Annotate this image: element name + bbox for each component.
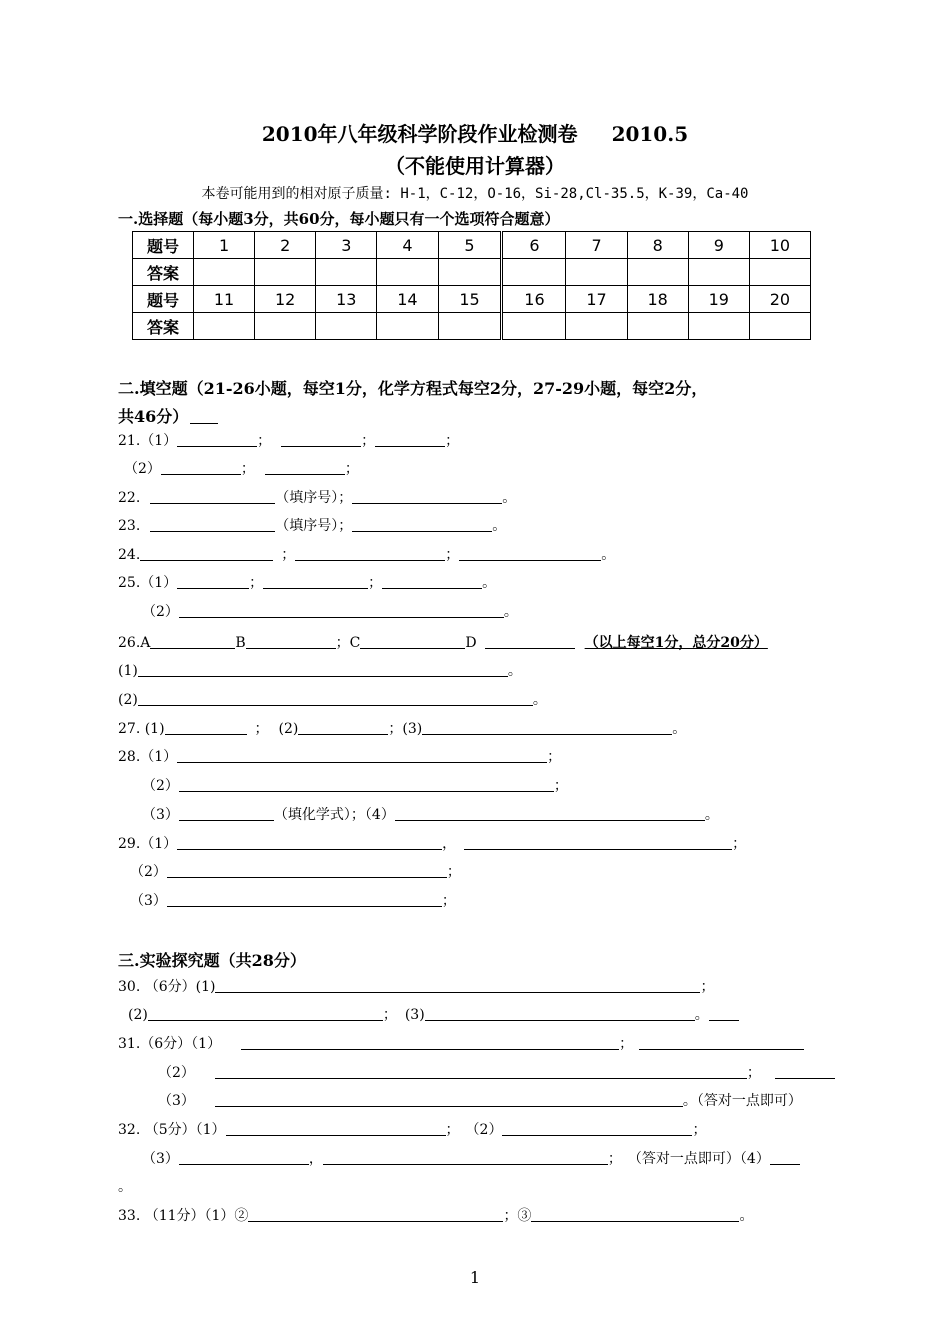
blank[interactable] [502,1120,692,1136]
section2-title-line1: 二.填空题（21-26小题，每空1分，化学方程式每空2分，27-29小题，每空2分， [118,379,708,398]
question-31-line1: 31.（6分）（1） ； [118,1033,804,1053]
page-number: 1 [469,1268,481,1287]
question-31-line3: （3） 。（答对一点即可） [158,1093,802,1109]
question-26-line1: (1) 。 [118,663,522,679]
answer-cell[interactable] [566,259,627,286]
question-number: 14 [377,286,438,313]
question-number: 6 [502,232,566,259]
section2-title-line2: 共46分） [118,404,218,427]
question-number: 19 [688,286,749,313]
blank[interactable] [140,545,273,561]
question-28-line3: （3） （填化学式）；（4） 。 [142,807,719,823]
section1-title: 一.选择题（每小题3分，共60分，每小题只有一个选项符合题意） [118,210,560,228]
question-number: 3 [316,232,377,259]
blank[interactable] [531,1206,739,1222]
blank[interactable] [215,1091,683,1107]
answer-cell[interactable] [438,259,502,286]
blank[interactable] [281,431,361,447]
question-26: 26.A B ；C D （以上每空1分，总分20分） [118,635,768,651]
question-number: 1 [194,232,255,259]
question-number: 18 [627,286,688,313]
question-30-line2: (2) ； (3) 。 [128,1004,739,1024]
answer-cell[interactable] [255,259,316,286]
question-24: 24. ； ； 。 [118,547,616,563]
exam-date: 2010.5 [611,122,689,146]
atomic-mass-note: 本卷可能用到的相对原子质量: H-1，C-12，O-16，Si-28,Cl-35.5，K-39，Ca-40 [201,186,749,202]
question-21-line1: 21.（1） ； ； ； [118,433,460,449]
blank[interactable] [464,834,732,850]
question-25-line2: （2） 。 [142,604,518,620]
question-30-line1: 30. （6分）(1) ； [118,979,715,995]
question-29-line3: （3） ； [130,893,456,909]
question-33: 33. （11分）（1）② ；③ 。 [118,1208,754,1224]
answer-cell[interactable] [438,313,502,340]
label-number: 题号 [133,286,194,313]
blank[interactable] [263,573,368,589]
answer-cell[interactable] [688,313,749,340]
question-29-line2: （2） ； [130,864,461,880]
blank[interactable] [360,633,465,649]
blank[interactable] [179,602,504,618]
blank[interactable] [167,862,447,878]
answer-cell[interactable] [749,259,810,286]
question-28-line2: （2） ； [142,778,568,794]
exam-subtitle: （不能使用计算器） [385,154,565,178]
answer-cell[interactable] [316,259,377,286]
blank[interactable] [165,719,247,735]
blank[interactable] [177,747,547,763]
answer-cell[interactable] [194,259,255,286]
question-number: 4 [377,232,438,259]
blank[interactable] [639,1034,804,1050]
table-row [133,232,811,259]
blank[interactable] [150,633,235,649]
blank[interactable] [179,776,554,792]
label-number: 题号 [133,232,194,259]
answer-cell[interactable] [627,259,688,286]
question-number: 13 [316,286,377,313]
blank[interactable] [395,805,705,821]
blank[interactable] [215,977,700,993]
blank[interactable] [770,1149,800,1165]
blank[interactable] [161,459,241,475]
question-25-line1: 25.（1） ； ； 。 [118,575,497,591]
section3-title: 三.实验探究题（共28分） [118,951,306,970]
blank[interactable] [177,573,249,589]
question-21-line2: （2） ； ； [124,461,359,477]
question-number: 11 [194,286,255,313]
blank[interactable] [352,516,492,532]
blank[interactable] [425,1005,695,1021]
question-number: 15 [438,286,502,313]
label-answer: 答案 [133,259,194,286]
table-row [133,313,811,340]
table-row [133,259,811,286]
question-number: 16 [502,286,566,313]
question-number: 17 [566,286,627,313]
question-number: 5 [438,232,502,259]
blank[interactable] [246,633,336,649]
answer-cell[interactable] [502,313,566,340]
question-number: 8 [627,232,688,259]
answer-cell[interactable] [502,259,566,286]
blank[interactable] [775,1063,835,1079]
blank[interactable] [150,488,275,504]
blank[interactable] [148,1005,383,1021]
blank[interactable] [485,633,575,649]
blank[interactable] [150,516,275,532]
blank[interactable] [295,545,445,561]
blank[interactable] [177,834,442,850]
blank[interactable] [422,719,672,735]
answer-cell[interactable] [194,313,255,340]
blank[interactable] [138,690,533,706]
blank[interactable] [265,459,345,475]
answer-cell[interactable] [316,313,377,340]
answer-cell[interactable] [749,313,810,340]
blank[interactable] [323,1149,608,1165]
answer-cell[interactable] [688,259,749,286]
question-23: 23. （填序号）； 。 [118,518,507,534]
q26-score-note: （以上每空1分，总分20分） [584,635,768,651]
blank[interactable] [226,1120,446,1136]
question-number: 2 [255,232,316,259]
question-number: 10 [749,232,810,259]
question-31-line2: （2） ； [158,1062,835,1082]
blank[interactable] [179,805,274,821]
answer-cell[interactable] [627,313,688,340]
blank[interactable] [167,891,442,907]
blank[interactable] [375,431,445,447]
answer-cell[interactable] [377,259,438,286]
question-number: 12 [255,286,316,313]
question-22: 22. （填序号）； 。 [118,490,517,506]
question-29-line1: 29.（1） ， ； [118,836,747,852]
question-number: 7 [566,232,627,259]
blank[interactable] [179,1149,309,1165]
blank[interactable] [248,1206,503,1222]
blank[interactable] [459,545,601,561]
exam-title: 2010年八年级科学阶段作业检测卷 2010.5 [261,122,689,146]
blank[interactable] [352,488,502,504]
question-32-line1: 32. （5分）（1） ； （2） ； [118,1122,707,1138]
answer-cell[interactable] [377,313,438,340]
blank[interactable] [298,719,388,735]
blank[interactable] [215,1063,747,1079]
question-number: 20 [749,286,810,313]
question-27: 27. (1) ； (2) ；(3) 。 [118,721,687,737]
blank[interactable] [382,573,482,589]
table-row [133,286,811,313]
answer-cell[interactable] [566,313,627,340]
blank[interactable] [241,1034,619,1050]
question-32-line3: 。 [118,1179,132,1195]
question-28-line1: 28.（1） ； [118,749,562,765]
question-26-line2: (2) 。 [118,692,547,708]
blank[interactable] [138,661,508,677]
question-number: 9 [688,232,749,259]
blank[interactable] [177,431,257,447]
answer-cell[interactable] [255,313,316,340]
label-answer: 答案 [133,313,194,340]
answer-table [132,231,811,340]
question-32-line2: （3） ， ； （答对一点即可）（4） [142,1148,800,1168]
